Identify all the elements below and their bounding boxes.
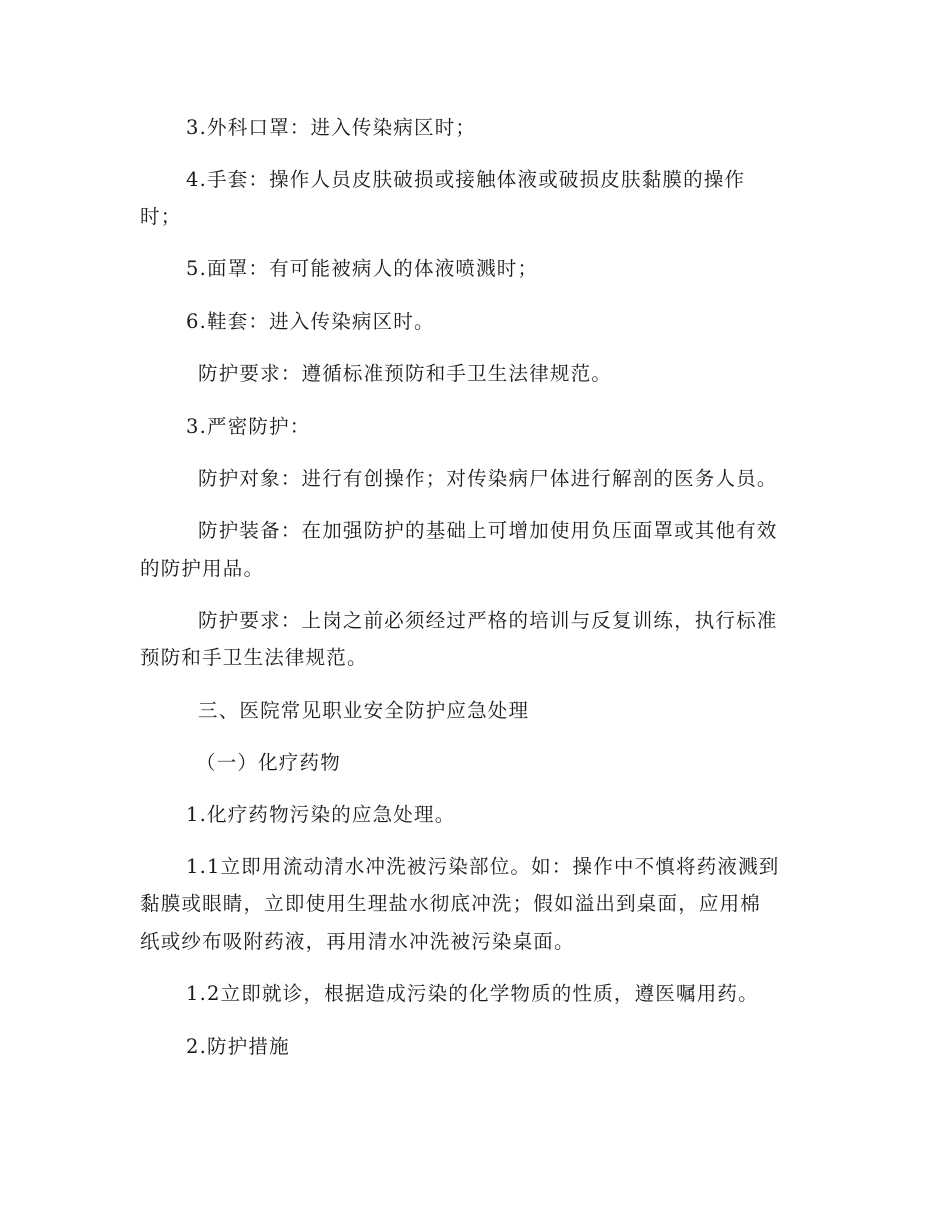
text-line: 防护装备：在加强防护的基础上可增加使用负压面罩或其他有效 — [198, 519, 778, 542]
text-line: 的防护用品。 — [140, 557, 265, 580]
text-line: 1.化疗药物污染的应急处理。 — [186, 803, 456, 826]
text-line: 防护要求：上岗之前必须经过严格的培训与反复训练，执行标准 — [198, 609, 778, 632]
text-line: 3.外科口罩：进入传染病区时； — [186, 116, 477, 139]
text-line: 6.鞋套：进入传染病区时。 — [186, 310, 435, 333]
section-heading: 三、医院常见职业安全防护应急处理 — [198, 699, 530, 722]
text-line: 2.防护措施 — [186, 1035, 290, 1058]
text-line: 防护要求：遵循标准预防和手卫生法律规范。 — [198, 362, 613, 385]
text-line: 防护对象：进行有创操作；对传染病尸体进行解剖的医务人员。 — [198, 467, 778, 490]
subsection-heading: （一）化疗药物 — [196, 751, 341, 774]
text-line: 预防和手卫生法律规范。 — [140, 646, 368, 669]
text-line: 黏膜或眼睛，立即使用生理盐水彻底冲洗；假如溢出到桌面，应用棉 — [140, 892, 762, 915]
text-line: 时； — [140, 205, 182, 228]
text-line: 1.2立即就诊，根据造成污染的化学物质的性质，遵医嘱用药。 — [186, 982, 759, 1005]
text-line: 5.面罩：有可能被病人的体液喷溅时； — [186, 257, 539, 280]
text-line: 4.手套：操作人员皮肤破损或接触体液或破损皮肤黏膜的操作 — [186, 168, 746, 191]
text-line: 1.1立即用流动清水冲洗被污染部位。如：操作中不慎将药液溅到 — [186, 855, 780, 878]
text-line: 纸或纱布吸附药液，再用清水冲洗被污染桌面。 — [140, 930, 575, 953]
text-line: 3.严密防护： — [186, 415, 311, 438]
